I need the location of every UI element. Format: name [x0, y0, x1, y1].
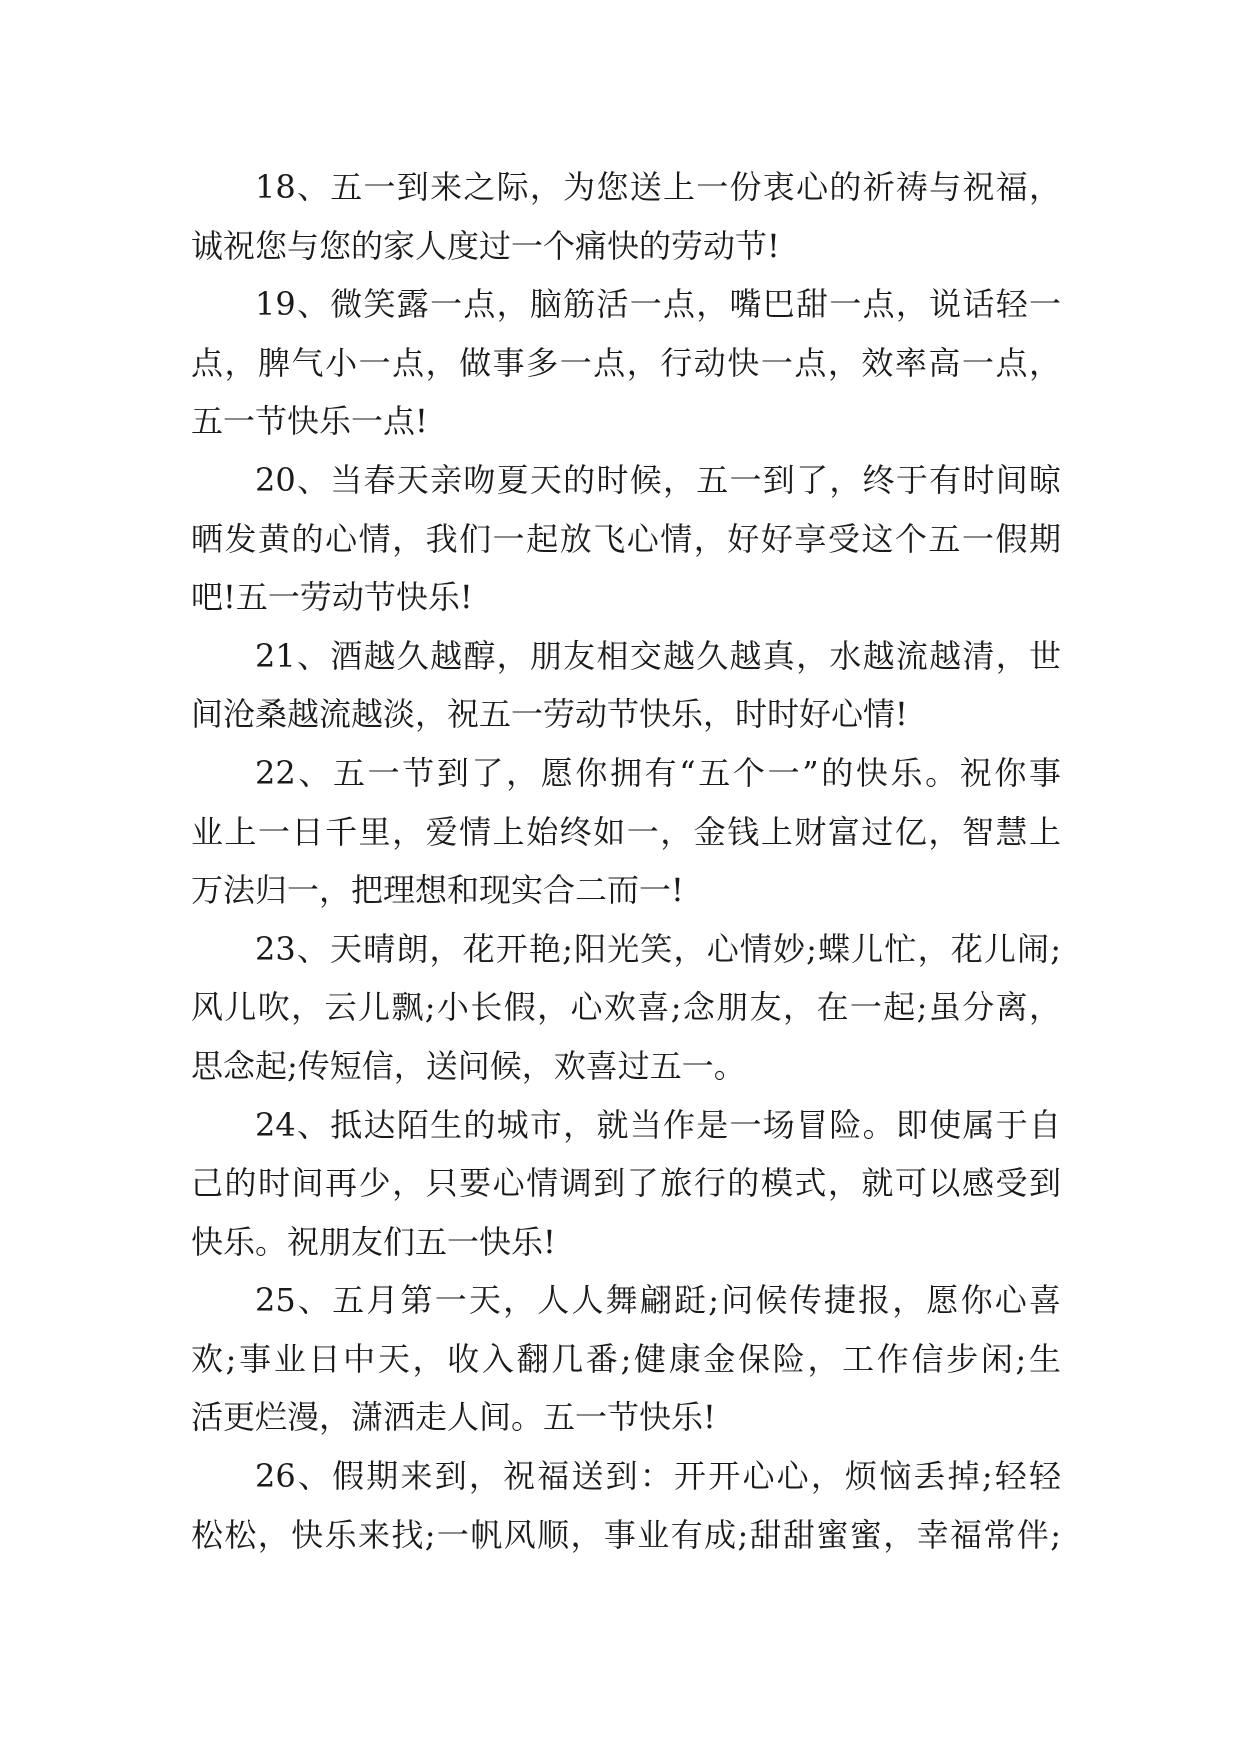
wish-entry-18	[191, 158, 1061, 275]
entry-line: 26、假期来到，祝福送到：开开心心，烦恼丢掉;轻轻	[255, 1457, 1061, 1496]
wish-entry-21	[191, 627, 1061, 744]
entry-line: 欢;事业日中天，收入翻几番;健康金保险，工作信步闲;生	[191, 1339, 1061, 1378]
wish-entry-22	[191, 744, 1061, 920]
entry-line: 19、微笑露一点，脑筋活一点，嘴巴甜一点，说话轻一	[255, 285, 1061, 324]
entry-line: 22、五一节到了，愿你拥有“五个一”的快乐。祝你事	[255, 753, 1061, 792]
wish-entry-20	[191, 451, 1061, 627]
entry-line: 20、当春天亲吻夏天的时候，五一到了，终于有时间晾	[255, 460, 1061, 499]
entry-line: 24、抵达陌生的城市，就当作是一场冒险。即使属于自	[255, 1105, 1061, 1144]
entry-line: 25、五月第一天，人人舞翩跹;问候传捷报，愿你心喜	[255, 1281, 1061, 1320]
entry-line: 活更烂漫，潇洒走人间。五一节快乐!	[191, 1398, 716, 1437]
entry-line: 间沧桑越流越淡，祝五一劳动节快乐，时时好心情!	[191, 695, 908, 734]
document-body	[191, 158, 1061, 1564]
entry-line: 五一节快乐一点!	[191, 402, 428, 441]
wish-entry-24	[191, 1096, 1061, 1272]
entry-line: 18、五一到来之际，为您送上一份衷心的祈祷与祝福，	[255, 168, 1061, 206]
entry-line: 诚祝您与您的家人度过一个痛快的劳动节!	[191, 226, 780, 265]
wish-entry-19	[191, 275, 1061, 451]
wish-entry-25	[191, 1271, 1061, 1447]
entry-line: 风儿吹，云儿飘;小长假，心欢喜;念朋友，在一起;虽分离，	[191, 988, 1061, 1027]
entry-line: 点，脾气小一点，做事多一点，行动快一点，效率高一点，	[191, 343, 1061, 382]
entry-line: 思念起;传短信，送问候，欢喜过五一。	[191, 1046, 746, 1085]
entry-line: 快乐。祝朋友们五一快乐!	[191, 1222, 556, 1261]
entry-line: 晒发黄的心情，我们一起放飞心情，好好享受这个五一假期	[191, 519, 1061, 558]
entry-line: 21、酒越久越醇，朋友相交越久越真，水越流越清，世	[255, 636, 1061, 675]
entry-line: 万法归一，把理想和现实合二而一!	[191, 871, 684, 910]
entry-line: 吧!五一劳动节快乐!	[191, 578, 473, 617]
entry-line: 业上一日千里，爱情上始终如一，金钱上财富过亿，智慧上	[191, 812, 1061, 851]
entry-line: 松松，快乐来找;一帆风顺，事业有成;甜甜蜜蜜，幸福常伴;	[191, 1515, 1061, 1554]
wish-entry-26	[191, 1447, 1061, 1564]
entry-line: 己的时间再少，只要心情调到了旅行的模式，就可以感受到	[191, 1164, 1061, 1203]
wish-entry-23	[191, 920, 1061, 1096]
entry-line: 23、天晴朗，花开艳;阳光笑，心情妙;蝶儿忙，花儿闹;	[255, 929, 1061, 968]
